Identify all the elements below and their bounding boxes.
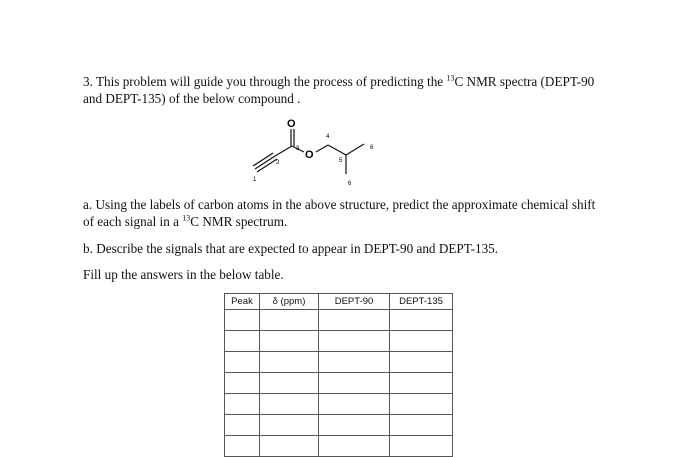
carbon-label-2: 2	[276, 160, 280, 166]
carbon-label-5: 5	[339, 158, 343, 164]
problem-text-cont: C NMR spectra (DEPT-90	[454, 74, 595, 89]
part-b-question: b. Describe the signals that are expected to appear in DEPT-90 and DEPT-135.	[83, 241, 499, 256]
table-cell[interactable]	[225, 394, 260, 415]
table-row	[225, 373, 453, 394]
table-cell[interactable]	[390, 310, 453, 331]
table-cell[interactable]	[260, 310, 319, 331]
table-row	[225, 310, 453, 331]
table-cell[interactable]	[319, 394, 390, 415]
table-cell[interactable]	[319, 310, 390, 331]
header-shift: δ (ppm)	[260, 294, 319, 310]
part-a-line-1: a. Using the labels of carbon atoms in the above structure, predict the approximate chemical shift	[83, 197, 596, 212]
table-cell[interactable]	[390, 352, 453, 373]
problem-line-1	[83, 73, 643, 90]
part-a-line-2	[83, 213, 643, 230]
table-cell[interactable]	[225, 415, 260, 436]
table-row	[225, 415, 453, 436]
triple-bond	[253, 153, 277, 172]
ester-oxygen: O	[305, 149, 314, 161]
part-a-text-cont: C NMR spectrum.	[190, 214, 288, 229]
header-dept135: DEPT-135	[390, 294, 453, 310]
compound-structure	[240, 112, 390, 192]
answer-table	[224, 293, 453, 457]
table-cell[interactable]	[260, 373, 319, 394]
problem-statement	[83, 73, 643, 107]
table-cell[interactable]	[319, 352, 390, 373]
table-cell[interactable]	[225, 331, 260, 352]
carbon-label-6b: 6	[348, 181, 352, 187]
problem-line-2: and DEPT-135) of the below compound .	[83, 91, 301, 106]
carbonyl-oxygen: O	[287, 118, 296, 130]
table-cell[interactable]	[260, 436, 319, 457]
bonds	[275, 129, 364, 174]
table-cell[interactable]	[225, 436, 260, 457]
superscript-13: 13	[446, 73, 455, 83]
carbon-label-3: 3	[296, 146, 300, 152]
table-cell[interactable]	[225, 373, 260, 394]
table-row	[225, 436, 453, 457]
superscript-13: 13	[182, 213, 191, 223]
table-row	[225, 331, 453, 352]
header-peak: Peak	[225, 294, 260, 310]
table-cell[interactable]	[390, 415, 453, 436]
table-row	[225, 394, 453, 415]
table-cell[interactable]	[390, 394, 453, 415]
table-cell[interactable]	[390, 331, 453, 352]
table-cell[interactable]	[390, 436, 453, 457]
table-cell[interactable]	[319, 436, 390, 457]
table-cell[interactable]	[260, 394, 319, 415]
table-cell[interactable]	[319, 373, 390, 394]
carbon-label-4: 4	[326, 134, 330, 140]
fill-instruction: Fill up the answers in the below table.	[83, 267, 284, 282]
table-cell[interactable]	[260, 415, 319, 436]
table-cell[interactable]	[225, 352, 260, 373]
table-header-row	[225, 294, 453, 310]
part-a-question	[83, 196, 643, 230]
part-a-text: of each signal in a	[83, 214, 183, 229]
problem-text: 3. This problem will guide you through the process of predicting the	[83, 74, 447, 89]
table-row	[225, 352, 453, 373]
carbon-label-1: 1	[253, 177, 257, 183]
table-cell[interactable]	[225, 310, 260, 331]
table-cell[interactable]	[319, 331, 390, 352]
header-dept90: DEPT-90	[319, 294, 390, 310]
table-cell[interactable]	[260, 331, 319, 352]
table-cell[interactable]	[260, 352, 319, 373]
table-cell[interactable]	[390, 373, 453, 394]
carbon-label-6a: 6	[370, 145, 374, 151]
table-cell[interactable]	[319, 415, 390, 436]
